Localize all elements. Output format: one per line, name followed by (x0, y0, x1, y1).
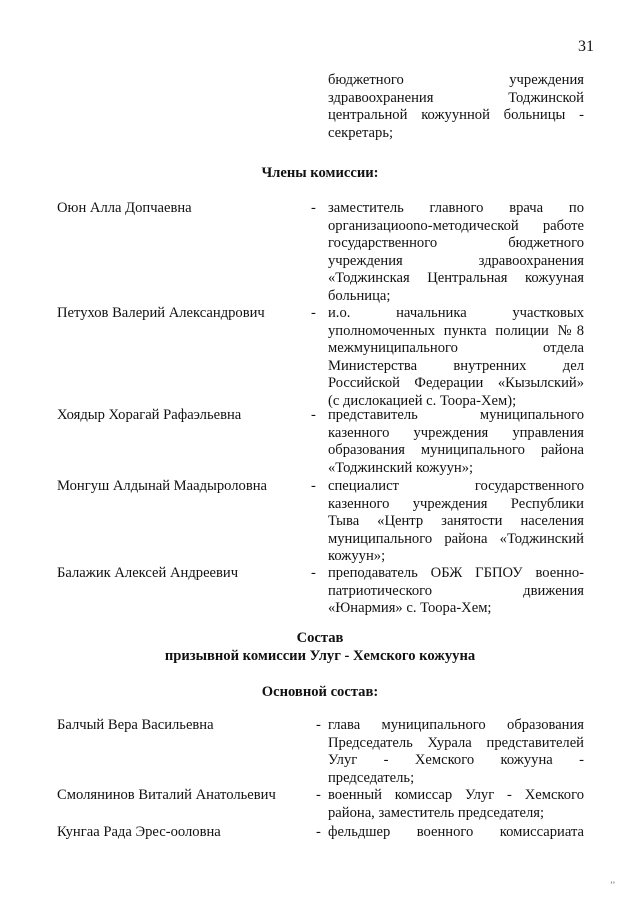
member-dash: - (311, 565, 316, 581)
member-description (328, 565, 584, 618)
main-member-description-line: председатель; (328, 769, 415, 786)
member-description-line: государственного бюджетного (328, 235, 584, 251)
member-description-line: кожуун»; (328, 548, 386, 564)
member-name: Петухов Валерий Александрович (57, 305, 265, 321)
member-description-line: (с дислокацией с. Тоора-Хем); (328, 392, 517, 409)
main-member-name: Кунгаа Рада Эрес-ооловна (57, 824, 221, 840)
member-description-line: Министерства внутренних дел (328, 357, 584, 374)
member-description (328, 305, 584, 410)
member-description-line: специалист государственного (328, 478, 584, 494)
section-heading-members: Члены комиссии: (261, 165, 379, 181)
member-name: Монгуш Алдынай Маадыроловна (57, 478, 268, 494)
main-member-description-line: Улуг - Хемского кожууна - (328, 752, 584, 768)
member-description-line: образования муниципального района (328, 442, 584, 458)
member-description-line: и.о. начальника участковых (328, 305, 584, 321)
composition-subtitle: призывной комиссии Улуг - Хемского кожууна (164, 648, 476, 664)
top-continuation-line: бюджетного учреждения (328, 72, 584, 88)
main-member-description-line: Председатель Хурала представителей (328, 734, 584, 751)
main-member-description-line: фельдшер военного комиссариата (328, 824, 584, 840)
top-continuation-line: здравоохранения Тоджинской (328, 89, 584, 106)
composition-title: Состав (296, 630, 344, 646)
member-description-line: Тыва «Центр занятости населения (328, 513, 584, 529)
member-description-line: заместитель главного врача по (328, 200, 584, 216)
member-dash: - (311, 478, 316, 494)
member-description-line: «Тоджинская Центральная кожууная (328, 270, 584, 286)
member-description-line: преподаватель ОБЖ ГБПОУ военно- (328, 565, 584, 581)
member-description-line: учреждения здравоохранения (328, 252, 584, 269)
main-member-name: Смолянинов Виталий Анатольевич (57, 787, 276, 803)
member-description-line: уполномоченных пункта полиции №8 (328, 322, 584, 339)
member-description-line: межмуниципального отдела (328, 340, 584, 356)
member-dash: - (311, 407, 316, 423)
member-description-line: Российской Федерации «Кызылский» (328, 375, 584, 391)
main-member-description-line: района, заместитель председателя; (328, 804, 545, 821)
member-description (328, 200, 584, 305)
main-member-description-line: глава муниципального образования (328, 717, 584, 733)
main-member-name: Балчый Вера Васильевна (57, 717, 214, 733)
main-member-description (328, 824, 584, 842)
member-description (328, 478, 584, 566)
member-dash: - (311, 200, 316, 216)
member-description-line: «Тоджинский кожуун»; (328, 459, 474, 476)
member-description-line: казенного учреждения управления (328, 424, 584, 441)
main-member-description-line: военный комиссар Улуг - Хемского (328, 787, 584, 803)
member-description-line: представитель муниципального (328, 407, 584, 423)
member-description-line: «Юнармия» с. Тоора-Хем; (328, 600, 492, 616)
member-description-line: патриотического движения (328, 582, 584, 599)
main-member-dash: - (316, 787, 321, 803)
top-continuation-line: секретарь; (328, 124, 394, 141)
member-description-line: организациоono-методической работе (328, 217, 584, 234)
main-member-dash: - (316, 824, 321, 840)
top-continuation (328, 72, 584, 142)
member-description (328, 407, 584, 477)
member-name: Балажик Алексей Андреевич (57, 565, 239, 581)
member-name: Оюн Алла Допчаевна (57, 200, 192, 216)
main-member-description (328, 717, 584, 787)
member-name: Хоядыр Хорагай Рафаэльевна (57, 407, 242, 423)
main-member-dash: - (316, 717, 321, 733)
top-continuation-line: центральной кожуунной больницы - (328, 107, 584, 123)
member-dash: - (311, 305, 316, 321)
corner-mark: ’’ (610, 880, 616, 890)
member-description-line: казенного учреждения Республики (328, 495, 584, 512)
main-member-description (328, 787, 584, 822)
section-heading-main-composition: Основной состав: (261, 684, 379, 700)
member-description-line: муниципального района «Тоджинский (328, 530, 584, 547)
page-number: 31 (578, 38, 594, 55)
member-description-line: больница; (328, 287, 391, 304)
